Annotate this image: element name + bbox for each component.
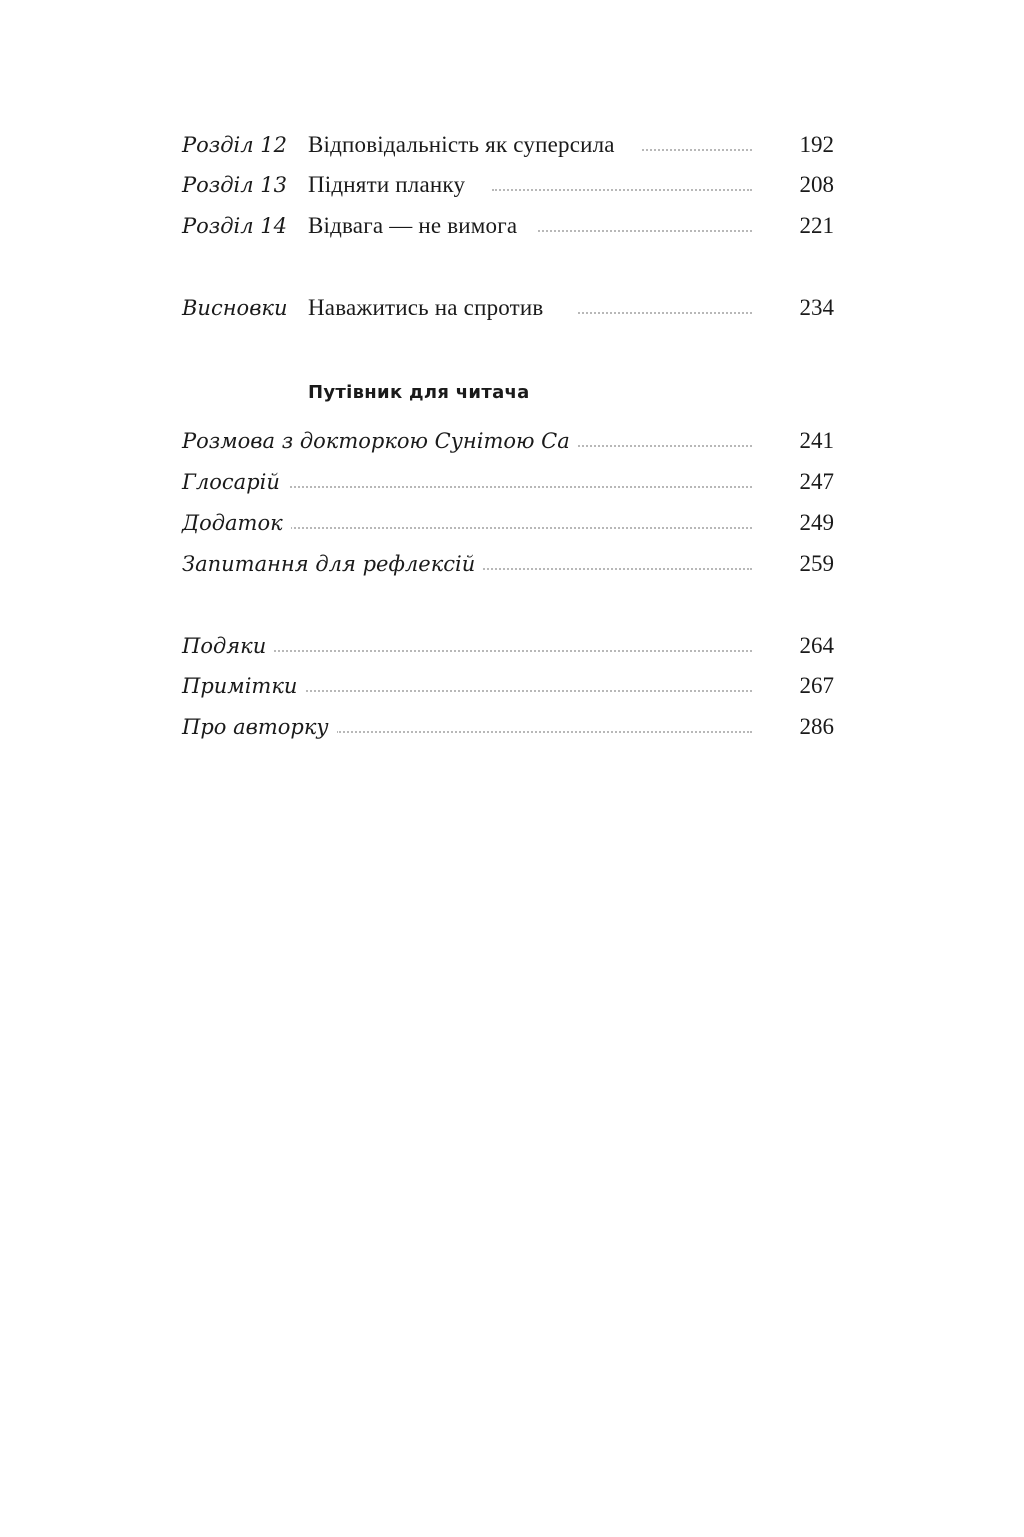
toc-entry-acknowledgements[interactable] xyxy=(182,629,834,663)
section-heading-guide: Путівник для читача xyxy=(308,382,530,403)
leader-dots xyxy=(562,445,752,447)
toc-entry-chapter-12[interactable] xyxy=(182,128,834,162)
entry-label: Додаток xyxy=(182,506,291,540)
chapter-label: Розділ 13 xyxy=(182,168,295,202)
chapter-title: Підняти планку xyxy=(308,168,473,202)
conclusion-title: Наважитись на спротив xyxy=(308,291,552,325)
leader-dots xyxy=(282,527,752,529)
conclusion-label: Висновки xyxy=(182,291,295,325)
chapter-title: Відповідальність як суперсила xyxy=(308,128,623,162)
toc-entry-guide-questions[interactable] xyxy=(182,547,834,581)
leader-dots xyxy=(578,312,752,314)
chapter-label: Розділ 14 xyxy=(182,209,295,243)
toc-entry-chapter-13[interactable] xyxy=(182,168,834,202)
entry-label: Глосарій xyxy=(182,465,288,499)
entry-label: Подяки xyxy=(182,629,274,663)
leader-dots xyxy=(282,486,752,488)
leader-dots xyxy=(538,230,752,232)
page-number: 234 xyxy=(799,295,834,320)
entry-label: Примітки xyxy=(182,669,305,703)
page-number: 259 xyxy=(799,551,834,576)
page-number: 247 xyxy=(799,469,834,494)
page-number: 286 xyxy=(799,714,834,739)
leader-dots xyxy=(336,731,752,733)
entry-label: Розмова з докторкою Сунітою Са xyxy=(182,424,578,458)
page-number: 208 xyxy=(799,172,834,197)
leader-dots xyxy=(642,149,752,151)
toc-entry-about-author[interactable] xyxy=(182,710,834,744)
page-number: 264 xyxy=(799,633,834,658)
page-number: 192 xyxy=(799,132,834,157)
chapter-label: Розділ 12 xyxy=(182,128,295,162)
leader-dots xyxy=(274,650,752,652)
toc-entry-guide-interview[interactable] xyxy=(182,424,834,458)
toc-entry-guide-glossary[interactable] xyxy=(182,465,834,499)
page-number: 249 xyxy=(799,510,834,535)
page-number: 241 xyxy=(799,428,834,453)
toc-entry-guide-appendix[interactable] xyxy=(182,506,834,540)
toc-entry-chapter-14[interactable] xyxy=(182,209,834,243)
leader-dots xyxy=(306,690,752,692)
page-number: 267 xyxy=(799,673,834,698)
leader-dots xyxy=(468,568,752,570)
toc-entry-notes[interactable] xyxy=(182,669,834,703)
leader-dots xyxy=(492,189,752,191)
chapter-title: Відвага — не вимога xyxy=(308,209,525,243)
entry-label: Про авторку xyxy=(182,710,337,744)
page-number: 221 xyxy=(799,213,834,238)
entry-label: Запитання для рефлексій xyxy=(182,547,483,581)
toc-entry-conclusion[interactable] xyxy=(182,291,834,325)
